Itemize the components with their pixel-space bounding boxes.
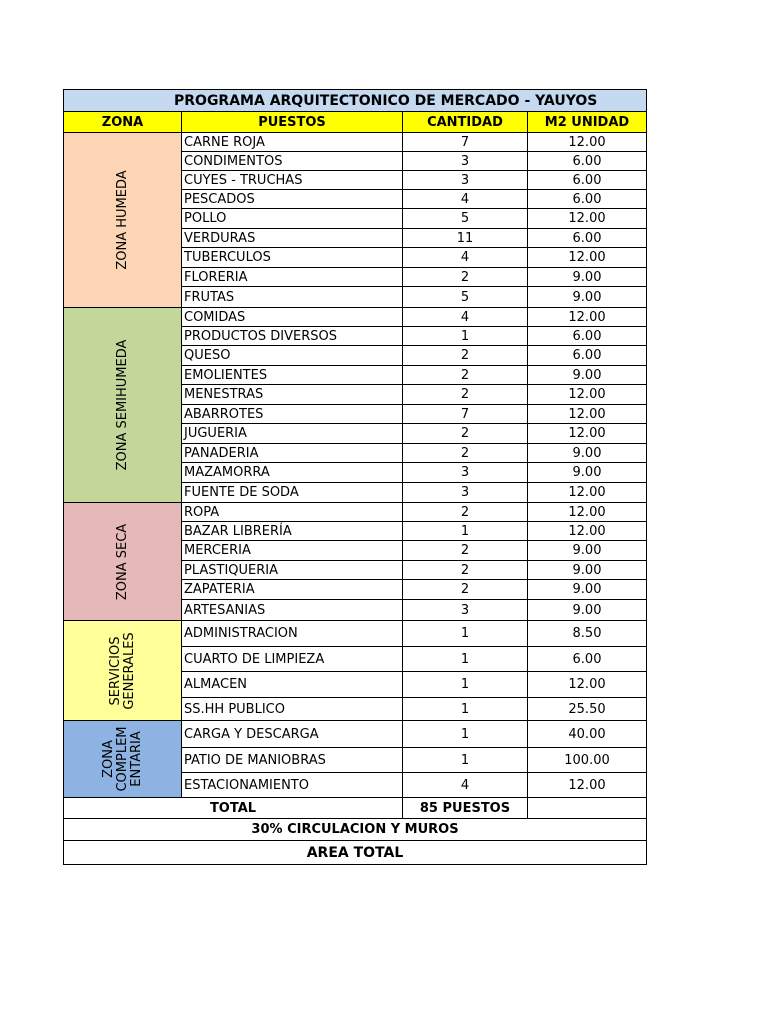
title-row [64, 90, 647, 112]
zone-cell-zona-humeda[interactable] [64, 133, 182, 308]
zone-label-line: ZONA SEMIHUMEDA [114, 339, 130, 471]
cantidad-cell[interactable]: 4 [403, 308, 528, 327]
m2-cell[interactable]: 9.00 [528, 580, 647, 600]
cantidad-cell[interactable]: 5 [403, 209, 528, 229]
total-row [64, 798, 647, 819]
cantidad-cell[interactable]: 3 [403, 463, 528, 483]
cantidad-cell[interactable]: 11 [403, 229, 528, 248]
table-row [64, 503, 647, 522]
zone-label [102, 726, 144, 791]
m2-cell[interactable]: 9.00 [528, 268, 647, 287]
cantidad-cell[interactable]: 2 [403, 366, 528, 385]
cantidad-cell[interactable]: 1 [403, 748, 528, 773]
circulacion-label[interactable]: 30% CIRCULACION Y MUROS [64, 819, 647, 841]
m2-cell[interactable]: 9.00 [528, 561, 647, 580]
cantidad-cell[interactable]: 2 [403, 268, 528, 287]
puesto-cell[interactable]: TUBERCULOS [182, 248, 403, 268]
m2-cell[interactable]: 9.00 [528, 287, 647, 308]
cantidad-cell[interactable]: 2 [403, 541, 528, 561]
zone-label-line: GENERALES [121, 631, 137, 710]
circulacion-row [64, 819, 647, 841]
puesto-cell[interactable]: ESTACIONAMIENTO [182, 773, 403, 798]
m2-cell[interactable]: 9.00 [528, 366, 647, 385]
m2-cell[interactable]: 12.00 [528, 308, 647, 327]
m2-cell[interactable]: 12.00 [528, 522, 647, 541]
cantidad-cell[interactable]: 1 [403, 647, 528, 672]
m2-cell[interactable]: 12.00 [528, 133, 647, 152]
puesto-cell[interactable]: ZAPATERIA [182, 580, 403, 600]
zone-label-line: ZONA [100, 740, 116, 778]
zone-label-line: ENTARIA [128, 731, 144, 787]
zone-label [116, 340, 130, 471]
total-empty-cell[interactable] [528, 798, 647, 819]
puesto-cell[interactable]: CARNE ROJA [182, 133, 403, 152]
puesto-cell[interactable]: CONDIMENTOS [182, 152, 403, 171]
m2-cell[interactable]: 12.00 [528, 424, 647, 444]
m2-cell[interactable]: 25.50 [528, 698, 647, 721]
total-label[interactable]: TOTAL [64, 798, 403, 819]
header-row [64, 112, 647, 133]
cantidad-cell[interactable]: 1 [403, 721, 528, 748]
puesto-cell[interactable]: ARTESANIAS [182, 600, 403, 621]
m2-cell[interactable]: 8.50 [528, 621, 647, 647]
table-title[interactable]: PROGRAMA ARQUITECTONICO DE MERCADO - YAUYOS [64, 90, 647, 112]
cantidad-cell[interactable]: 1 [403, 327, 528, 346]
puesto-cell[interactable]: PATIO DE MANIOBRAS [182, 748, 403, 773]
cantidad-cell[interactable]: 1 [403, 621, 528, 647]
program-table [63, 89, 647, 865]
cantidad-cell[interactable]: 3 [403, 171, 528, 190]
cantidad-cell[interactable]: 2 [403, 424, 528, 444]
puesto-cell[interactable]: PANADERIA [182, 444, 403, 463]
m2-cell[interactable]: 6.00 [528, 190, 647, 209]
cantidad-cell[interactable]: 4 [403, 773, 528, 798]
zone-cell-zona-seca[interactable] [64, 503, 182, 621]
header-puestos[interactable]: PUESTOS [182, 112, 403, 133]
cantidad-cell[interactable]: 3 [403, 152, 528, 171]
zone-label [109, 632, 137, 709]
table-row [64, 308, 647, 327]
m2-cell[interactable]: 100.00 [528, 748, 647, 773]
m2-cell[interactable]: 12.00 [528, 248, 647, 268]
zone-cell-zona-semihumeda[interactable] [64, 308, 182, 503]
table-row [64, 133, 647, 152]
zone-label [116, 523, 130, 599]
zone-label-line: ZONA HUMEDA [114, 170, 130, 270]
header-m2-unidad[interactable]: M2 UNIDAD [528, 112, 647, 133]
puesto-cell[interactable]: FRUTAS [182, 287, 403, 308]
m2-cell[interactable]: 9.00 [528, 541, 647, 561]
puesto-cell[interactable]: FLORERIA [182, 268, 403, 287]
cantidad-cell[interactable]: 7 [403, 405, 528, 424]
m2-cell[interactable]: 12.00 [528, 405, 647, 424]
puesto-cell[interactable]: CUARTO DE LIMPIEZA [182, 647, 403, 672]
puesto-cell[interactable]: MERCERIA [182, 541, 403, 561]
zone-cell-servicios-generales[interactable] [64, 621, 182, 721]
cantidad-cell[interactable]: 1 [403, 698, 528, 721]
m2-cell[interactable]: 6.00 [528, 229, 647, 248]
puesto-cell[interactable]: VERDURAS [182, 229, 403, 248]
m2-cell[interactable]: 12.00 [528, 209, 647, 229]
puesto-cell[interactable]: CARGA Y DESCARGA [182, 721, 403, 748]
zone-cell-zona-complementaria[interactable] [64, 721, 182, 798]
cantidad-cell[interactable]: 2 [403, 346, 528, 366]
cantidad-cell[interactable]: 1 [403, 672, 528, 698]
cantidad-cell[interactable]: 2 [403, 444, 528, 463]
m2-cell[interactable]: 12.00 [528, 483, 647, 503]
cantidad-cell[interactable]: 2 [403, 385, 528, 405]
puesto-cell[interactable]: MAZAMORRA [182, 463, 403, 483]
m2-cell[interactable]: 9.00 [528, 463, 647, 483]
puesto-cell[interactable]: ALMACEN [182, 672, 403, 698]
market-program-sheet [63, 89, 646, 865]
puesto-cell[interactable]: POLLO [182, 209, 403, 229]
cantidad-cell[interactable]: 4 [403, 248, 528, 268]
cantidad-cell[interactable]: 2 [403, 580, 528, 600]
m2-cell[interactable]: 9.00 [528, 444, 647, 463]
header-cantidad[interactable]: CANTIDAD [403, 112, 528, 133]
puesto-cell[interactable]: FUENTE DE SODA [182, 483, 403, 503]
m2-cell[interactable]: 9.00 [528, 600, 647, 621]
puesto-cell[interactable]: MENESTRAS [182, 385, 403, 405]
puesto-cell[interactable]: BAZAR LIBRERÍA [182, 522, 403, 541]
cantidad-cell[interactable]: 7 [403, 133, 528, 152]
puesto-cell[interactable]: PLASTIQUERIA [182, 561, 403, 580]
cantidad-cell[interactable]: 2 [403, 561, 528, 580]
cantidad-cell[interactable]: 1 [403, 522, 528, 541]
puesto-cell[interactable]: ABARROTES [182, 405, 403, 424]
puesto-cell[interactable]: JUGUERIA [182, 424, 403, 444]
m2-cell[interactable]: 12.00 [528, 672, 647, 698]
m2-cell[interactable]: 6.00 [528, 647, 647, 672]
puesto-cell[interactable]: ADMINISTRACION [182, 621, 403, 647]
puesto-cell[interactable]: CUYES - TRUCHAS [182, 171, 403, 190]
cantidad-cell[interactable]: 3 [403, 600, 528, 621]
cantidad-cell[interactable]: 4 [403, 190, 528, 209]
m2-cell[interactable]: 6.00 [528, 152, 647, 171]
m2-cell[interactable]: 40.00 [528, 721, 647, 748]
zone-label [116, 170, 130, 269]
area-total-label[interactable]: AREA TOTAL [64, 841, 647, 865]
puesto-cell[interactable]: QUESO [182, 346, 403, 366]
puesto-cell[interactable]: SS.HH PUBLICO [182, 698, 403, 721]
m2-cell[interactable]: 6.00 [528, 346, 647, 366]
table-row [64, 621, 647, 647]
cantidad-cell[interactable]: 3 [403, 483, 528, 503]
puesto-cell[interactable]: ROPA [182, 503, 403, 522]
total-value[interactable]: 85 PUESTOS [403, 798, 528, 819]
puesto-cell[interactable]: PRODUCTOS DIVERSOS [182, 327, 403, 346]
puesto-cell[interactable]: EMOLIENTES [182, 366, 403, 385]
zone-label-line: SERVICIOS [107, 636, 123, 705]
m2-cell[interactable]: 6.00 [528, 171, 647, 190]
puesto-cell[interactable]: COMIDAS [182, 308, 403, 327]
zone-label-line: ZONA SECA [114, 523, 130, 600]
table-row [64, 721, 647, 748]
zone-label-line: COMPLEM [114, 726, 130, 792]
m2-cell[interactable]: 12.00 [528, 773, 647, 798]
area-total-row [64, 841, 647, 865]
m2-cell[interactable]: 6.00 [528, 327, 647, 346]
header-zona[interactable]: ZONA [64, 112, 182, 133]
puesto-cell[interactable]: PESCADOS [182, 190, 403, 209]
m2-cell[interactable]: 12.00 [528, 385, 647, 405]
cantidad-cell[interactable]: 5 [403, 287, 528, 308]
cantidad-cell[interactable]: 2 [403, 503, 528, 522]
m2-cell[interactable]: 12.00 [528, 503, 647, 522]
